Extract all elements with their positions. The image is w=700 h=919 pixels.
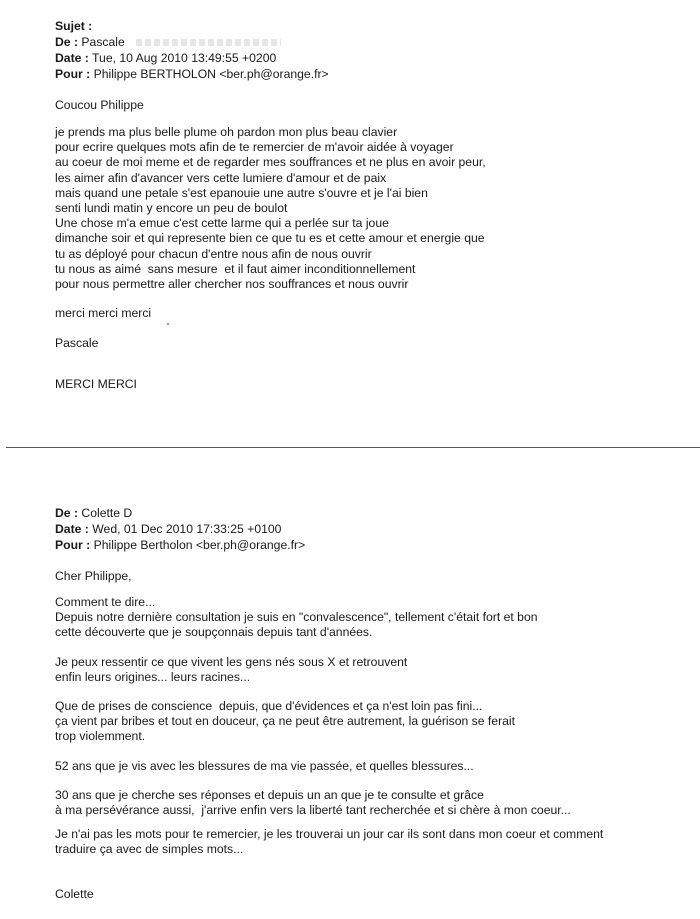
to-value: Philippe Bertholon <ber.ph@orange.fr> [93,538,306,552]
paragraph [55,759,474,774]
from-line [55,505,305,521]
date-label: Date : [55,522,89,536]
body-line: je prends ma plus belle plume oh pardon mon plus beau clavier [55,125,398,139]
redaction-mark [136,39,281,46]
body-line: Une chose m'a emue c'est cette larme qui a perlée sur ta joue [55,216,389,231]
paragraph [55,595,538,641]
subject-label: Sujet : [55,19,93,33]
body-line: Depuis notre dernière consultation je suis en "convalescence", tellement c'était fort et bon [55,610,538,625]
paragraph [55,699,515,745]
body-line: 52 ans que je vis avec les blessures de ma vie passée, et quelles blessures... [55,759,474,773]
paragraph [55,788,571,818]
to-label: Pour : [55,538,91,552]
to-value: Philippe BERTHOLON <ber.ph@orange.fr> [93,67,329,81]
body-line: à ma persévérance aussi, j'arrive enfin vers la liberté tant recherchée et si chère à mon coeur... [55,803,571,818]
date-line [55,521,305,537]
subject-line [55,18,329,34]
page-divider [6,447,700,448]
from-value: Colette D [81,506,133,520]
body-line: les aimer afin d'avancer vers cette lumiere d'amour et de paix [55,170,387,185]
paragraph [55,655,407,685]
email-colette [55,505,680,915]
body-line: Comment te dire... [55,595,156,609]
body-line: Je n'ai pas les mots pour te remercier, je les trouverai un jour car ils sont dans mon coeur et comment [55,827,604,841]
body-line: cette découverte que je soupçonnais depuis tant d'années. [55,625,373,640]
date-value: Tue, 10 Aug 2010 13:49:55 +0200 [92,51,277,65]
body-line: 30 ans que je cherche ses réponses et depuis un an que je te consulte et grâce [55,788,484,802]
to-line [55,537,305,553]
date-line [55,50,329,66]
body-line: dimanche soir et qui represente bien ce que tu es et cette amour et energie que [55,231,485,246]
email-pascale [55,0,680,440]
postscript: MERCI MERCI [55,377,137,391]
to-label: Pour : [55,67,91,81]
message-body [55,125,486,292]
email-header [55,505,305,553]
to-line [55,66,329,82]
email-header [55,18,329,82]
signature: Pascale [55,336,99,350]
greeting: Coucou Philippe [55,98,144,112]
date-value: Wed, 01 Dec 2010 17:33:25 +0100 [92,522,282,536]
thanks-line: merci merci merci [55,306,152,320]
body-line: enfin leurs origines... leurs racines... [55,670,251,685]
body-line: traduire ça avec de simples mots... [55,842,244,857]
body-line: ça vient par bribes et tout en douceur, ça ne peut être autrement, la guérison se ferait [55,714,516,729]
from-label: De : [55,35,79,49]
body-line: pour nous permettre aller chercher nos souffrances et nous ouvrir [55,277,409,292]
body-line: Je peux ressentir ce que vivent les gens nés sous X et retrouvent [55,655,408,669]
body-line: au coeur de moi meme et de regarder mes souffrances et ne plus en avoir peur, [55,155,486,170]
scan-speck [167,323,169,325]
body-line: mais quand une petale s'est epanouie une autre s'ouvre et je l'ai bien [55,185,428,200]
from-value: Pascale [81,35,125,49]
paragraph [55,827,603,857]
signature: Colette [55,887,94,901]
body-line: senti lundi matin y encore un peu de boulot [55,201,288,216]
body-line: trop violemment. [55,729,146,744]
from-label: De : [55,506,79,520]
greeting: Cher Philippe, [55,569,132,583]
body-line: Que de prises de conscience depuis, que d'évidences et ça n'est loin pas fini... [55,699,483,713]
from-line [55,34,329,50]
body-line: tu nous as aimé sans mesure et il faut aimer inconditionnellement [55,261,416,276]
body-line: tu as déployé pour chacun d'entre nous afin de nous ouvrir [55,246,372,261]
date-label: Date : [55,51,89,65]
body-line: pour ecrire quelques mots afin de te remercier de m'avoir aidée à voyager [55,140,454,155]
